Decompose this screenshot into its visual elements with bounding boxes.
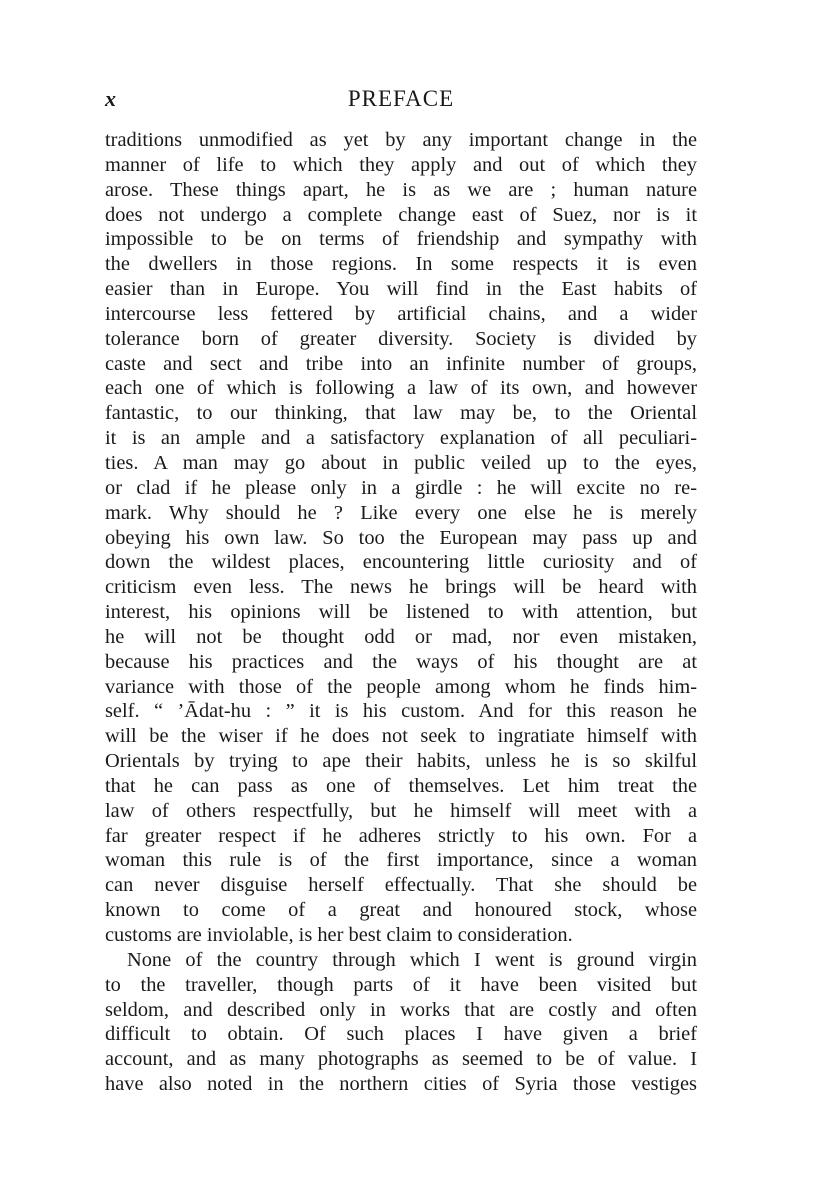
text-line: mark. Why should he ? Like every one else he is merely [105, 501, 697, 524]
text-line: because his practices and the ways of his thought are at [105, 650, 697, 673]
text-line: tolerance born of greater diversity. Society is divided by [105, 327, 697, 350]
text-line: ties. A man may go about in public veiled up to the eyes, [105, 451, 697, 474]
paragraph-end-line: customs are inviolable, is her best claim to consideration. [105, 924, 573, 946]
running-title: PREFACE [347, 86, 455, 111]
text-line: each one of which is following a law of its own, and however [105, 377, 697, 400]
text-line: that he can pass as one of themselves. Let him treat the [105, 774, 697, 797]
text-line: manner of life to which they apply and out of which they [105, 153, 697, 176]
text-line: Orientals by trying to ape their habits, unless he is so skilful [105, 750, 697, 773]
text-line: traditions unmodified as yet by any important change in the [105, 129, 697, 151]
running-head [105, 86, 697, 116]
text-line: to the traveller, though parts of it have been visited but [105, 973, 697, 996]
text-line: difficult to obtain. Of such places I have given a brief [105, 1023, 697, 1046]
paragraph-start-line: None of the country through which I went is ground virgin [127, 948, 697, 971]
text-line: it is an ample and a satisfactory explanation of all peculiari- [105, 427, 697, 450]
text-line: variance with those of the people among whom he finds him- [105, 675, 697, 698]
text-line: obeying his own law. So too the European may pass up and [105, 526, 697, 549]
text-line: criticism even less. The news he brings will be heard with [105, 576, 697, 599]
text-line: down the wildest places, encountering little curiosity and of [105, 551, 697, 574]
text-line: arose. These things apart, he is as we are ; human nature [105, 178, 697, 201]
text-line: he will not be thought odd or mad, nor even mistaken, [105, 625, 697, 648]
text-line: caste and sect and tribe into an infinite number of groups, [105, 352, 697, 375]
text-line: interest, his opinions will be listened to with attention, but [105, 601, 697, 624]
page-number: x [105, 86, 116, 111]
text-line: or clad if he please only in a girdle : he will excite no re- [105, 476, 697, 499]
text-line: the dwellers in those regions. In some respects it is even [105, 253, 697, 276]
body-text [105, 128, 697, 1097]
text-line: easier than in Europe. You will find in the East habits of [105, 278, 697, 301]
text-line: will be the wiser if he does not seek to ingratiate himself with [105, 725, 697, 748]
text-line: account, and as many photographs as seemed to be of value. I [105, 1048, 697, 1071]
text-line: woman this rule is of the first importance, since a woman [105, 849, 697, 872]
text-line: intercourse less fettered by artificial chains, and a wider [105, 302, 697, 325]
text-line: does not undergo a complete change east of Suez, nor is it [105, 203, 697, 226]
text-line: have also noted in the northern cities of Syria those vestiges [105, 1073, 697, 1096]
text-line: self. “ ’Ādat-hu : ” it is his custom. And for this reason he [105, 700, 697, 723]
text-line: law of others respectfully, but he himself will meet with a [105, 799, 697, 822]
text-line: fantastic, to our thinking, that law may be, to the Oriental [105, 402, 697, 425]
text-line: seldom, and described only in works that are costly and often [105, 998, 697, 1021]
text-line: known to come of a great and honoured stock, whose [105, 899, 697, 922]
text-line: far greater respect if he adheres strictly to his own. For a [105, 824, 697, 847]
text-line: impossible to be on terms of friendship and sympathy with [105, 228, 697, 251]
text-line: can never disguise herself effectually. That she should be [105, 874, 697, 897]
